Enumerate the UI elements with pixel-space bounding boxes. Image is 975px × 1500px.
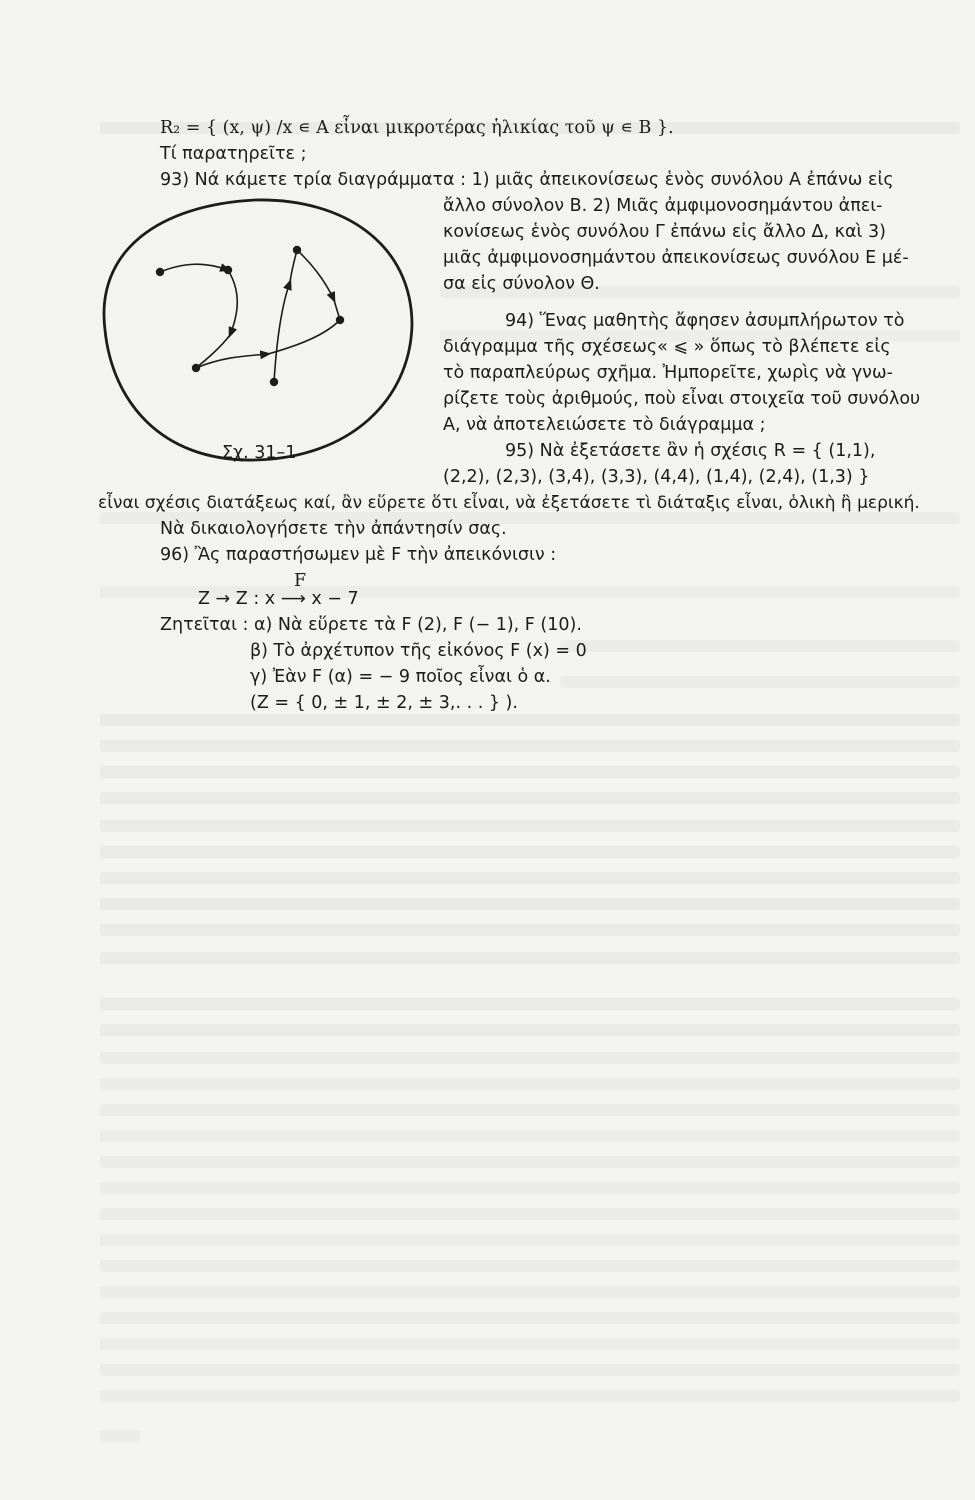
exercise-93-line: μιᾶς ἀμφιμονοσημάντου ἀπεικονίσεως συνόλου E μέ- bbox=[443, 248, 909, 268]
set-boundary bbox=[104, 200, 412, 460]
arrow-edge bbox=[297, 250, 334, 300]
exercise-95-line: εἶναι σχέσις διατάξεως καί, ἂν εὕρετε ὅτι εἶναι, νὰ ἐξετάσετε τὶ διάταξις εἶναι, ὁλικὴ ἢ μερική. bbox=[98, 493, 920, 513]
arrow-edge bbox=[290, 250, 297, 282]
arrow-edge bbox=[196, 354, 268, 368]
exercise-96-part-c: γ) Ἐὰν F (α) = − 9 ποῖος εἶναι ὁ α. bbox=[250, 667, 551, 687]
arrow-edge bbox=[228, 270, 237, 335]
exercise-93-line: κονίσεως ἑνὸς συνόλου Γ ἐπάνω εἰς ἄλλο Δ, καὶ 3) bbox=[443, 222, 886, 242]
exercise-93-line: ἄλλο σύνολον B. 2) Μιᾶς ἀμφιμονοσημάντου ἀπει- bbox=[443, 196, 883, 216]
exercise-94-line: ρίζετε τοὺς ἀριθμούς, ποὺ εἶναι στοιχεῖα τοῦ συνόλου bbox=[443, 389, 921, 409]
figure-caption: Σχ. 31–1 bbox=[222, 443, 297, 463]
arrow-edge bbox=[196, 335, 230, 368]
set-element bbox=[293, 246, 301, 254]
exercise-95-line: 95) Νὰ ἐξετάσετε ἂν ἡ σχέσις R = { (1,1), bbox=[505, 441, 876, 461]
set-element bbox=[270, 378, 278, 386]
exercise-96-part-b: β) Τὸ ἀρχέτυπον τῆς εἰκόνος F (x) = 0 bbox=[250, 641, 587, 661]
set-element bbox=[192, 364, 200, 372]
exercise-96-line: 96) Ἂς παραστήσωμεν μὲ F τὴν ἀπεικόνισιν : bbox=[160, 545, 557, 565]
exercise-93-line: 93) Νά κάμετε τρία διαγράμματα : 1) μιᾶς ἀπεικονίσεως ἑνὸς συνόλου A ἐπάνω εἰς bbox=[160, 170, 894, 190]
exercise-95-line: (2,2), (2,3), (3,4), (3,3), (4,4), (1,4), (2,4), (1,3) } bbox=[443, 467, 870, 487]
relation-r2-line: R₂ = { (x, ψ) /x ∊ A εἶναι μικροτέρας ἡλικίας τοῦ ψ ∊ B }. bbox=[160, 118, 674, 138]
relation-diagram bbox=[100, 185, 430, 475]
exercise-96-note: (Z = { 0, ± 1, ± 2, ± 3,. . . } ). bbox=[250, 693, 518, 713]
set-element bbox=[336, 316, 344, 324]
question-line: Τί παρατηρεῖτε ; bbox=[160, 144, 307, 164]
set-element bbox=[224, 266, 232, 274]
exercise-94-line: διάγραμμα τῆς σχέσεως« ⩽ » ὅπως τὸ βλέπετε εἰς bbox=[443, 337, 891, 357]
exercise-94-line: 94) Ἕνας μαθητὴς ἄφησεν ἀσυμπλήρωτον τὸ bbox=[505, 311, 905, 331]
exercise-96-part-a: Ζητεῖται : α) Νὰ εὕρετε τὰ F (2), F (− 1), F (10). bbox=[160, 615, 582, 635]
exercise-95-line: Νὰ δικαιολογήσετε τὴν ἀπάντησίν σας. bbox=[160, 519, 507, 539]
mapping-label: F bbox=[294, 571, 307, 591]
exercise-94-line: τὸ παραπλεύρως σχῆμα. Ἠμπορεῖτε, χωρὶς νὰ γνω- bbox=[443, 363, 893, 383]
mapping-definition: Z → Z : x ⟶ x − 7 bbox=[198, 589, 359, 609]
exercise-94-line: A, νὰ ἀποτελειώσετε τὸ διάγραμμα ; bbox=[443, 415, 766, 435]
set-element bbox=[156, 268, 164, 276]
arrow-edge bbox=[160, 264, 228, 272]
arrow-edge bbox=[274, 282, 290, 382]
exercise-93-line: σα εἰς σύνολον Θ. bbox=[443, 274, 600, 294]
